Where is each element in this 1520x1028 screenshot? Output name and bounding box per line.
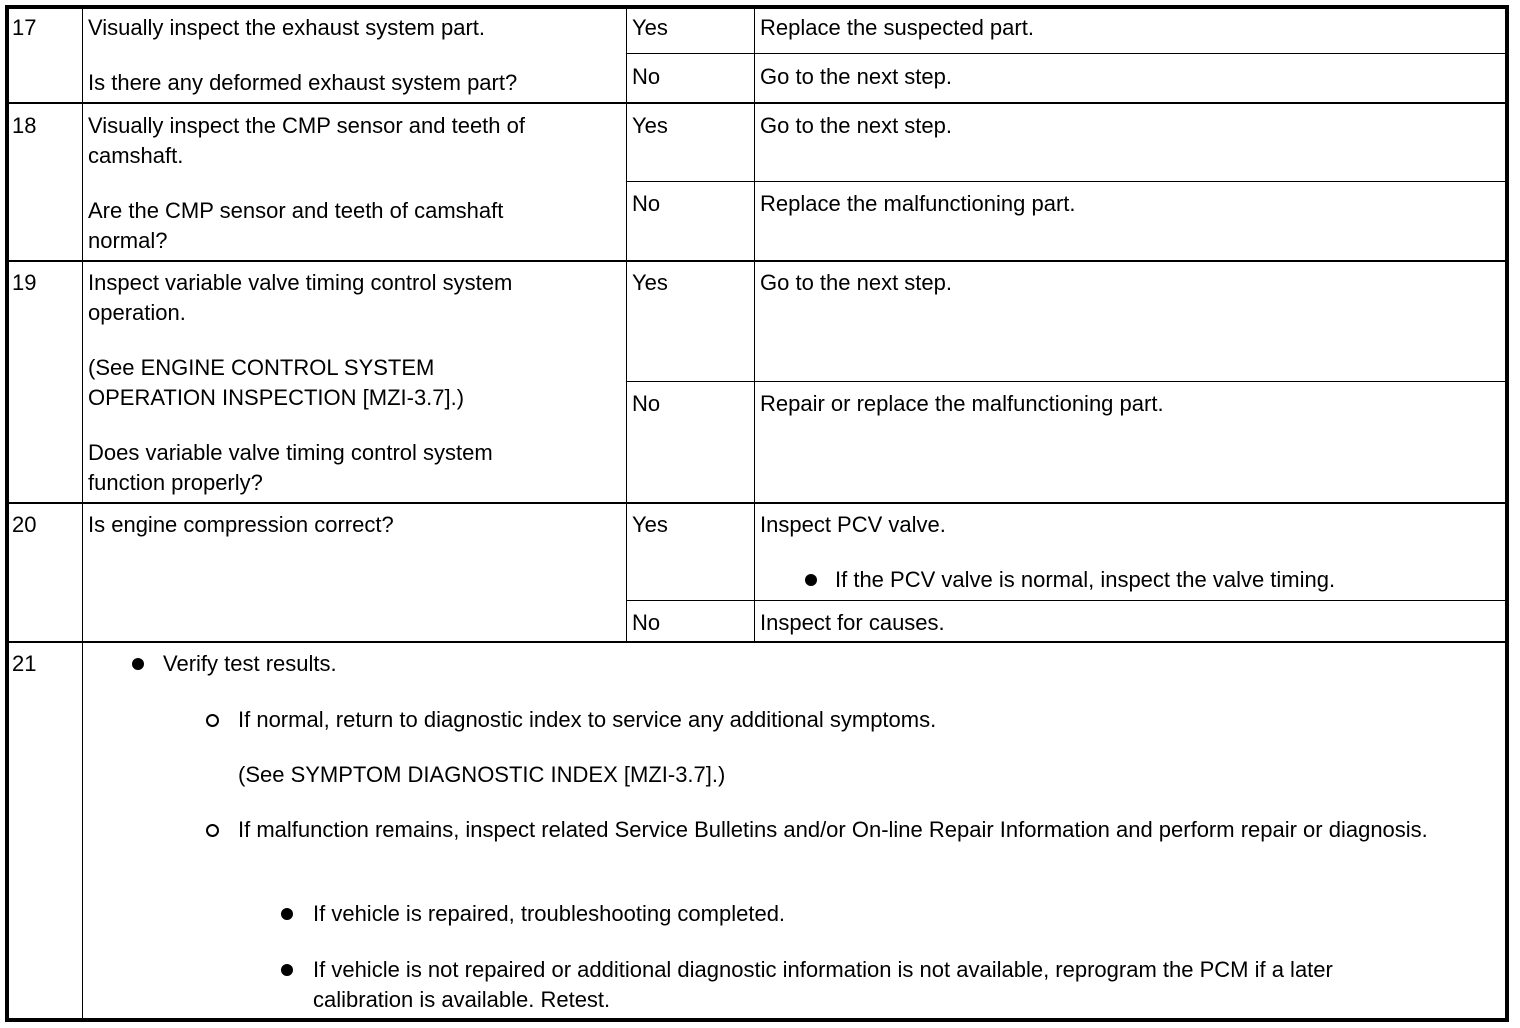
step-question: Does variable valve timing control system function properly? — [88, 440, 493, 495]
no-label: No — [632, 191, 661, 216]
yes-action: Replace the suspected part. — [760, 15, 1034, 40]
bullet-icon — [132, 658, 144, 670]
bullet-icon — [281, 908, 293, 920]
column-divider — [82, 6, 83, 1018]
yes-action: Inspect PCV valve. — [760, 512, 946, 537]
row-divider — [6, 502, 1506, 504]
step-number: 18 — [12, 113, 37, 138]
not-repaired-text: If vehicle is not repaired or additional diagnostic information is not available, reprogram the PCM if a later calibration is available. Retest. — [313, 957, 1333, 1012]
yes-action-note: If the PCV valve is normal, inspect the valve timing. — [835, 567, 1336, 592]
row-divider — [6, 641, 1506, 643]
no-label: No — [632, 64, 661, 89]
step-number: 19 — [12, 270, 37, 295]
yes-label: Yes — [632, 270, 668, 295]
subrow-divider — [626, 381, 1506, 382]
yes-label: Yes — [632, 512, 668, 537]
no-action: Replace the malfunctioning part. — [760, 191, 1076, 216]
no-label: No — [632, 391, 661, 416]
step-number: 21 — [12, 651, 37, 676]
subrow-divider — [626, 181, 1506, 182]
no-label: No — [632, 610, 661, 635]
bullet-icon — [281, 964, 293, 976]
symptom-index-reference: (See SYMPTOM DIAGNOSTIC INDEX [MZI-3.7].) — [238, 762, 726, 787]
step-number: 20 — [12, 512, 37, 537]
step-question: (See ENGINE CONTROL SYSTEM OPERATION INSPECTION [MZI-3.7].) — [88, 355, 465, 410]
yes-label: Yes — [632, 15, 668, 40]
bullet-icon — [805, 574, 817, 586]
no-action: Repair or replace the malfunctioning part. — [760, 391, 1164, 416]
yes-label: Yes — [632, 113, 668, 138]
malfunction-remains-text: If malfunction remains, inspect related Service Bulletins and/or On-line Repair Information and perform repair or diagnosis. — [238, 817, 1428, 842]
circle-bullet-icon — [206, 714, 219, 727]
step-question: Visually inspect the exhaust system part. — [88, 15, 486, 40]
step-question: Visually inspect the CMP sensor and teeth of camshaft. — [88, 113, 525, 168]
verify-text: Verify test results. — [163, 651, 337, 676]
subrow-divider — [626, 53, 1506, 54]
subrow-divider — [626, 600, 1506, 601]
row-divider — [6, 260, 1506, 262]
step-question: Are the CMP sensor and teeth of camshaft normal? — [88, 198, 504, 253]
step-question: Is engine compression correct? — [88, 512, 394, 537]
step-question: Is there any deformed exhaust system part? — [88, 70, 518, 95]
no-action: Go to the next step. — [760, 64, 953, 89]
yes-action: Go to the next step. — [760, 270, 953, 295]
normal-result-text: If normal, return to diagnostic index to service any additional symptoms. — [238, 707, 937, 732]
yes-action: Go to the next step. — [760, 113, 953, 138]
no-action: Inspect for causes. — [760, 610, 945, 635]
step-number: 17 — [12, 15, 37, 40]
step-question: Inspect variable valve timing control system operation. — [88, 270, 513, 325]
row-divider — [6, 102, 1506, 104]
repaired-text: If vehicle is repaired, troubleshooting completed. — [313, 901, 786, 926]
circle-bullet-icon — [206, 824, 219, 837]
